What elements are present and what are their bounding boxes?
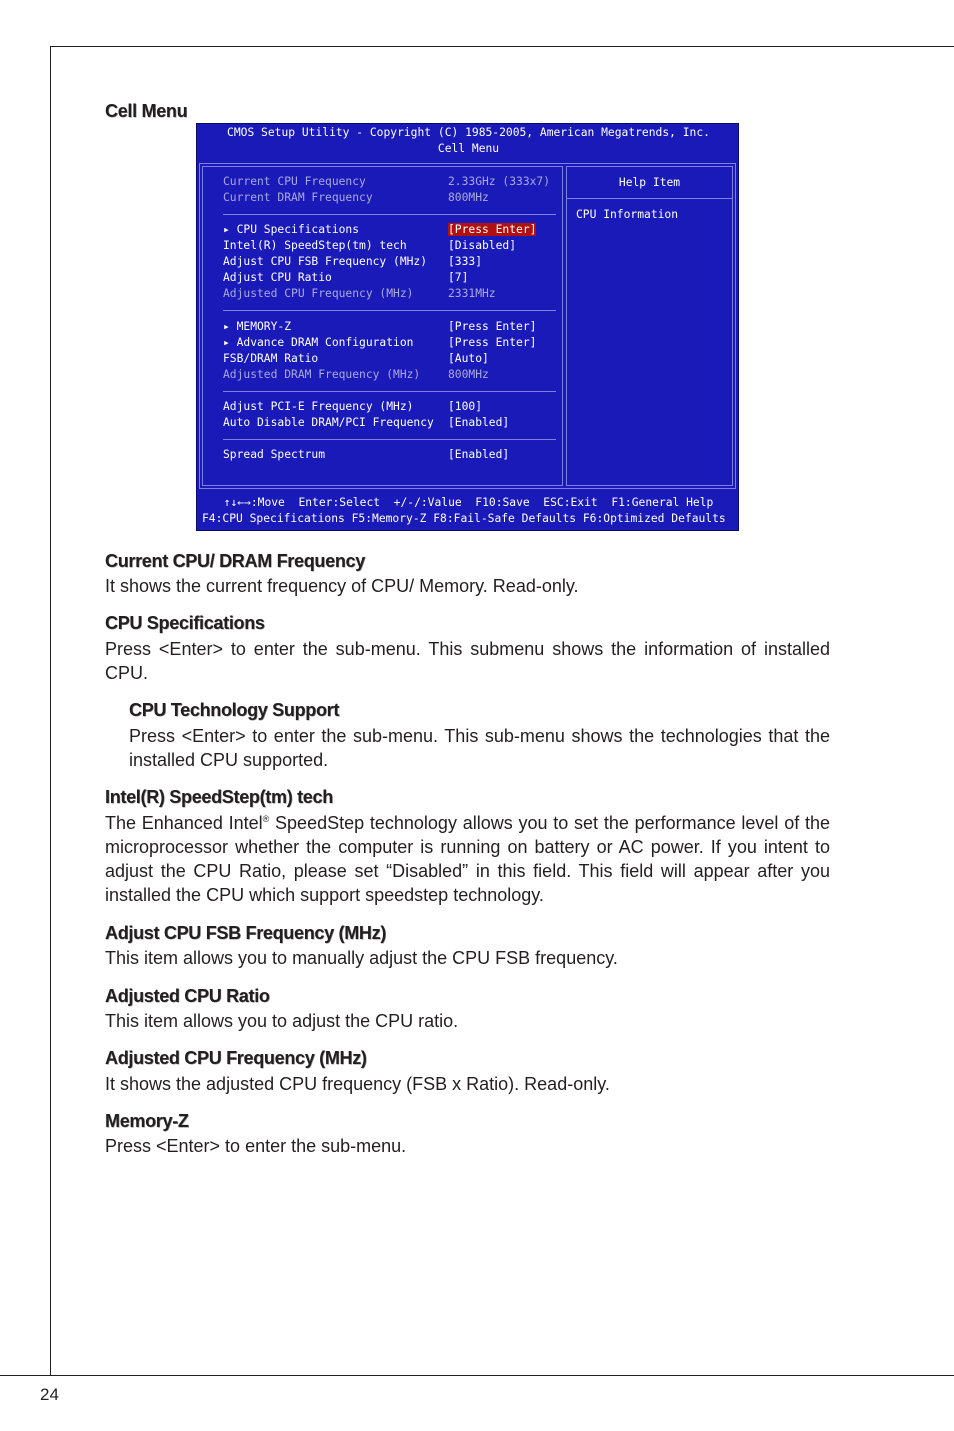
section-text: It shows the current frequency of CPU/ Memory. Read-only. [105, 576, 579, 596]
section-text: Press <Enter> to enter the sub-menu. This submenu shows the information of installed CPU. [105, 639, 830, 683]
bios-screen [196, 123, 739, 531]
bios-row-value: 2331MHz [448, 287, 496, 300]
bios-item-value[interactable]: [Auto] [448, 352, 489, 365]
bios-separator [223, 310, 556, 311]
bios-item-cpu-ratio[interactable]: Adjust CPU Ratio [223, 271, 332, 284]
bios-row-value: 800MHz [448, 191, 489, 204]
bios-item-value[interactable]: [Disabled] [448, 239, 517, 252]
bios-row-label: Current CPU Frequency [223, 175, 366, 188]
bios-help-text: CPU Information [576, 208, 679, 221]
bios-subtitle: Cell Menu [437, 142, 500, 155]
bios-row-label: Adjusted CPU Frequency (MHz) [223, 287, 414, 300]
bios-item-value[interactable]: [100] [448, 400, 483, 413]
top-rule [50, 46, 954, 47]
section-text-rest: SpeedStep technology allows you to set the performance level of the microprocessor whether the computer is running on battery or AC power. If you intent to adjust the CPU Ratio, please set “Disabled” in this field. This field will appear after you installed the CPU which support speedstep technology. [105, 813, 830, 905]
bios-item-fsb-dram-ratio[interactable]: FSB/DRAM Ratio [223, 352, 319, 365]
bios-item-cpu-specifications[interactable]: ▸ CPU Specifications [223, 223, 360, 236]
registered-mark: ® [262, 814, 270, 824]
section-heading: Adjusted CPU Ratio [105, 986, 270, 1006]
bios-item-value[interactable]: [Enabled] [448, 448, 510, 461]
bios-item-pcie-frequency[interactable]: Adjust PCI-E Frequency (MHz) [223, 400, 414, 413]
bios-item-value[interactable]: [Press Enter] [448, 336, 537, 349]
bios-item-auto-disable[interactable]: Auto Disable DRAM/PCI Frequency [223, 416, 434, 429]
bios-row-label: Current DRAM Frequency [223, 191, 373, 204]
bios-item-speedstep[interactable]: Intel(R) SpeedStep(tm) tech [223, 239, 407, 252]
left-rule [50, 46, 51, 1376]
bios-item-value-selected[interactable]: [Press Enter] [448, 223, 537, 236]
bios-row-label: Adjusted DRAM Frequency (MHz) [223, 368, 421, 381]
bios-item-value[interactable]: [Enabled] [448, 416, 510, 429]
bios-separator [223, 214, 556, 215]
bios-help-header: Help Item [567, 167, 732, 199]
section-text: This item allows you to adjust the CPU ratio. [105, 1011, 459, 1031]
section-heading: Current CPU/ DRAM Frequency [105, 551, 365, 571]
bios-item-advance-dram[interactable]: ▸ Advance DRAM Configuration [223, 336, 414, 349]
section-heading: CPU Specifications [105, 613, 265, 633]
bios-item-value[interactable]: [Press Enter] [448, 320, 537, 333]
bios-key-legend: ↑↓←→:Move Enter:Select +/-/:Value F10:Save ESC:Exit F1:General Help [223, 496, 714, 509]
section-text: Press <Enter> to enter the sub-menu. [105, 1136, 407, 1156]
section-text: Press <Enter> to enter the sub-menu. This sub-menu shows the technologies that the installed CPU supported. [129, 726, 830, 770]
section-heading: Memory-Z [105, 1111, 189, 1131]
bios-item-value[interactable]: [333] [448, 255, 483, 268]
bottom-rule [0, 1375, 954, 1376]
section-heading: CPU Technology Support [129, 700, 340, 720]
section-heading: Adjusted CPU Frequency (MHz) [105, 1048, 367, 1068]
bios-title: CMOS Setup Utility - Copyright (C) 1985-2005, American Megatrends, Inc. [227, 126, 710, 139]
bios-item-fsb-frequency[interactable]: Adjust CPU FSB Frequency (MHz) [223, 255, 428, 268]
bios-separator [223, 439, 556, 440]
section-heading: Adjust CPU FSB Frequency (MHz) [105, 923, 387, 943]
bios-settings-panel [202, 166, 563, 486]
section-text-start: The Enhanced Intel [105, 813, 263, 833]
bios-row-value: 2.33GHz (333x7) [448, 175, 551, 188]
section-title: Cell Menu [105, 101, 188, 121]
bios-function-keys: F4:CPU Specifications F5:Memory-Z F8:Fail-Safe Defaults F6:Optimized Defaults [202, 512, 726, 525]
page-number: 24 [40, 1385, 59, 1404]
bios-row-value: 800MHz [448, 368, 489, 381]
bios-item-value[interactable]: [7] [448, 271, 469, 284]
section-text: It shows the adjusted CPU frequency (FSB x Ratio). Read-only. [105, 1074, 610, 1094]
bios-separator [223, 391, 556, 392]
bios-item-spread-spectrum[interactable]: Spread Spectrum [223, 448, 326, 461]
section-text [105, 811, 830, 907]
section-heading: Intel(R) SpeedStep(tm) tech [105, 787, 333, 807]
bios-item-memory-z[interactable]: ▸ MEMORY-Z [223, 320, 292, 333]
section-text: This item allows you to manually adjust the CPU FSB frequency. [105, 948, 618, 968]
bios-help-panel [566, 166, 733, 486]
